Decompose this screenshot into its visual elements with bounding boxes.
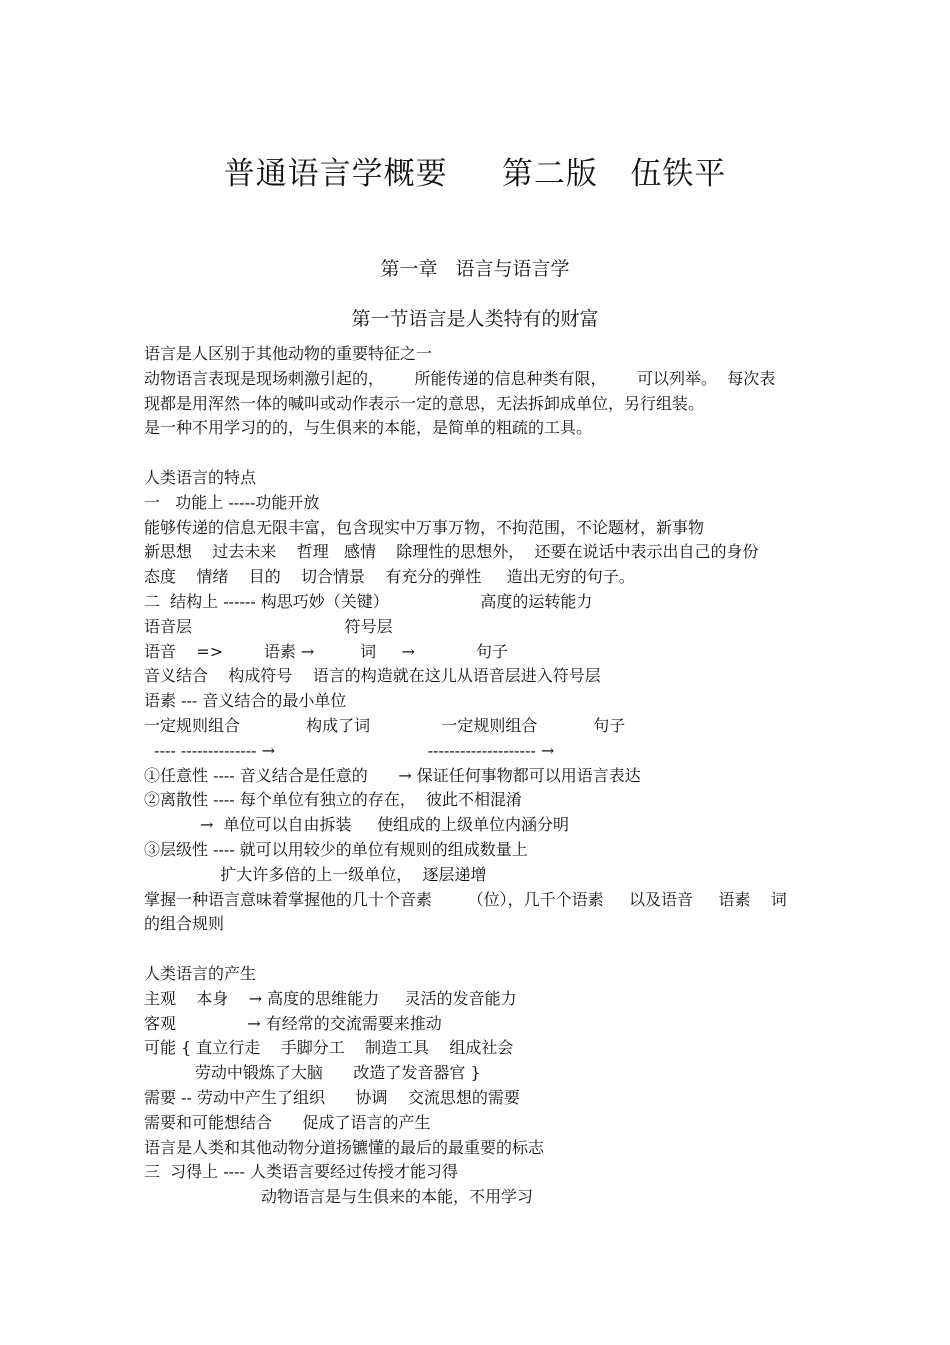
text-line: 是一种不用学习的的，与生俱来的本能，是简单的粗疏的工具。	[144, 418, 593, 438]
document-title: 普通语言学概要 第二版 伍铁平	[223, 156, 727, 192]
text-line: 语言是人类和其他动物分道扬镳懂的最后的最重要的标志	[144, 1137, 545, 1157]
text-line: 新思想 过去未来 哲理 感情 除理性的思想外， 还要在说话中表示出自己的身份	[144, 542, 759, 562]
subheading-features: 人类语言的特点	[144, 467, 257, 487]
text-line: 需要和可能想结合 促成了语言的产生	[144, 1112, 431, 1132]
text-line: 一 功能上 -----功能开放	[144, 492, 320, 512]
text-line: 的组合规则	[144, 914, 225, 934]
body-text	[144, 342, 824, 1210]
blank-line	[144, 937, 824, 962]
text-line: 掌握一种语言意味着掌握他的几十个音素 （位），几千个语素 以及语音 语素 词	[144, 889, 787, 909]
text-line: 音义结合 构成符号 语言的构造就在这儿从语音层进入符号层	[144, 666, 601, 686]
text-line: 二 结构上 ------ 构思巧妙（关键） 高度的运转能力	[144, 591, 593, 611]
blank-line	[144, 441, 824, 466]
text-line: 语素 --- 音义结合的最小单位	[144, 691, 347, 711]
text-line: ①任意性 ---- 音义结合是任意的 → 保证任何事物都可以用语言表达	[144, 765, 641, 785]
text-line: 三 习得上 ---- 人类语言要经过传授才能习得	[144, 1162, 458, 1182]
text-line: 主观 本身 → 高度的思维能力 灵活的发音能力	[144, 988, 517, 1008]
text-line: 动物语言表现是现场刺激引起的， 所能传递的信息种类有限， 可以列举。 每次表	[144, 368, 776, 388]
subheading-origin: 人类语言的产生	[144, 963, 257, 983]
text-line: 能够传递的信息无限丰富，包含现实中万事万物，不拘范围，不论题材，新事物	[144, 517, 705, 537]
text-line: 一定规则组合 构成了词 一定规则组合 句子	[144, 715, 626, 735]
text-line: 扩大许多倍的上一级单位， 逐层递增	[144, 864, 487, 884]
section-heading: 第一节语言是人类特有的财富	[351, 308, 599, 330]
text-line: ---- -------------- → -------------------- →	[144, 740, 555, 760]
text-line: 语言是人区别于其他动物的重要特征之一	[144, 344, 433, 363]
text-line: 劳动中锻炼了大脑 改造了发音器官 }	[144, 1063, 481, 1083]
text-line: ③层级性 ---- 就可以用较少的单位有规则的组成数量上	[144, 839, 528, 859]
text-line: 语音 => 语素 → 词 → 句子	[144, 641, 508, 661]
text-line: ②离散性 ---- 每个单位有独立的存在， 彼此不相混淆	[144, 790, 522, 810]
text-line: → 单位可以自由拆装 使组成的上级单位内涵分明	[144, 815, 569, 835]
text-line: 可能 { 直立行走 手脚分工 制造工具 组成社会	[144, 1038, 514, 1058]
text-line: 态度 情绪 目的 切合情景 有充分的弹性 造出无穷的句子。	[144, 567, 635, 587]
text-line: 动物语言是与生俱来的本能，不用学习	[144, 1187, 533, 1207]
text-line: 语音层 符号层	[144, 616, 393, 636]
text-line: 需要 -- 劳动中产生了组织 协调 交流思想的需要	[144, 1087, 520, 1107]
text-line: 客观 → 有经常的交流需要来推动	[144, 1013, 442, 1033]
chapter-heading: 第一章 语言与语言学	[380, 258, 570, 280]
text-line: 现都是用浑然一体的喊叫或动作表示一定的意思，无法拆卸成单位，另行组装。	[144, 393, 705, 413]
